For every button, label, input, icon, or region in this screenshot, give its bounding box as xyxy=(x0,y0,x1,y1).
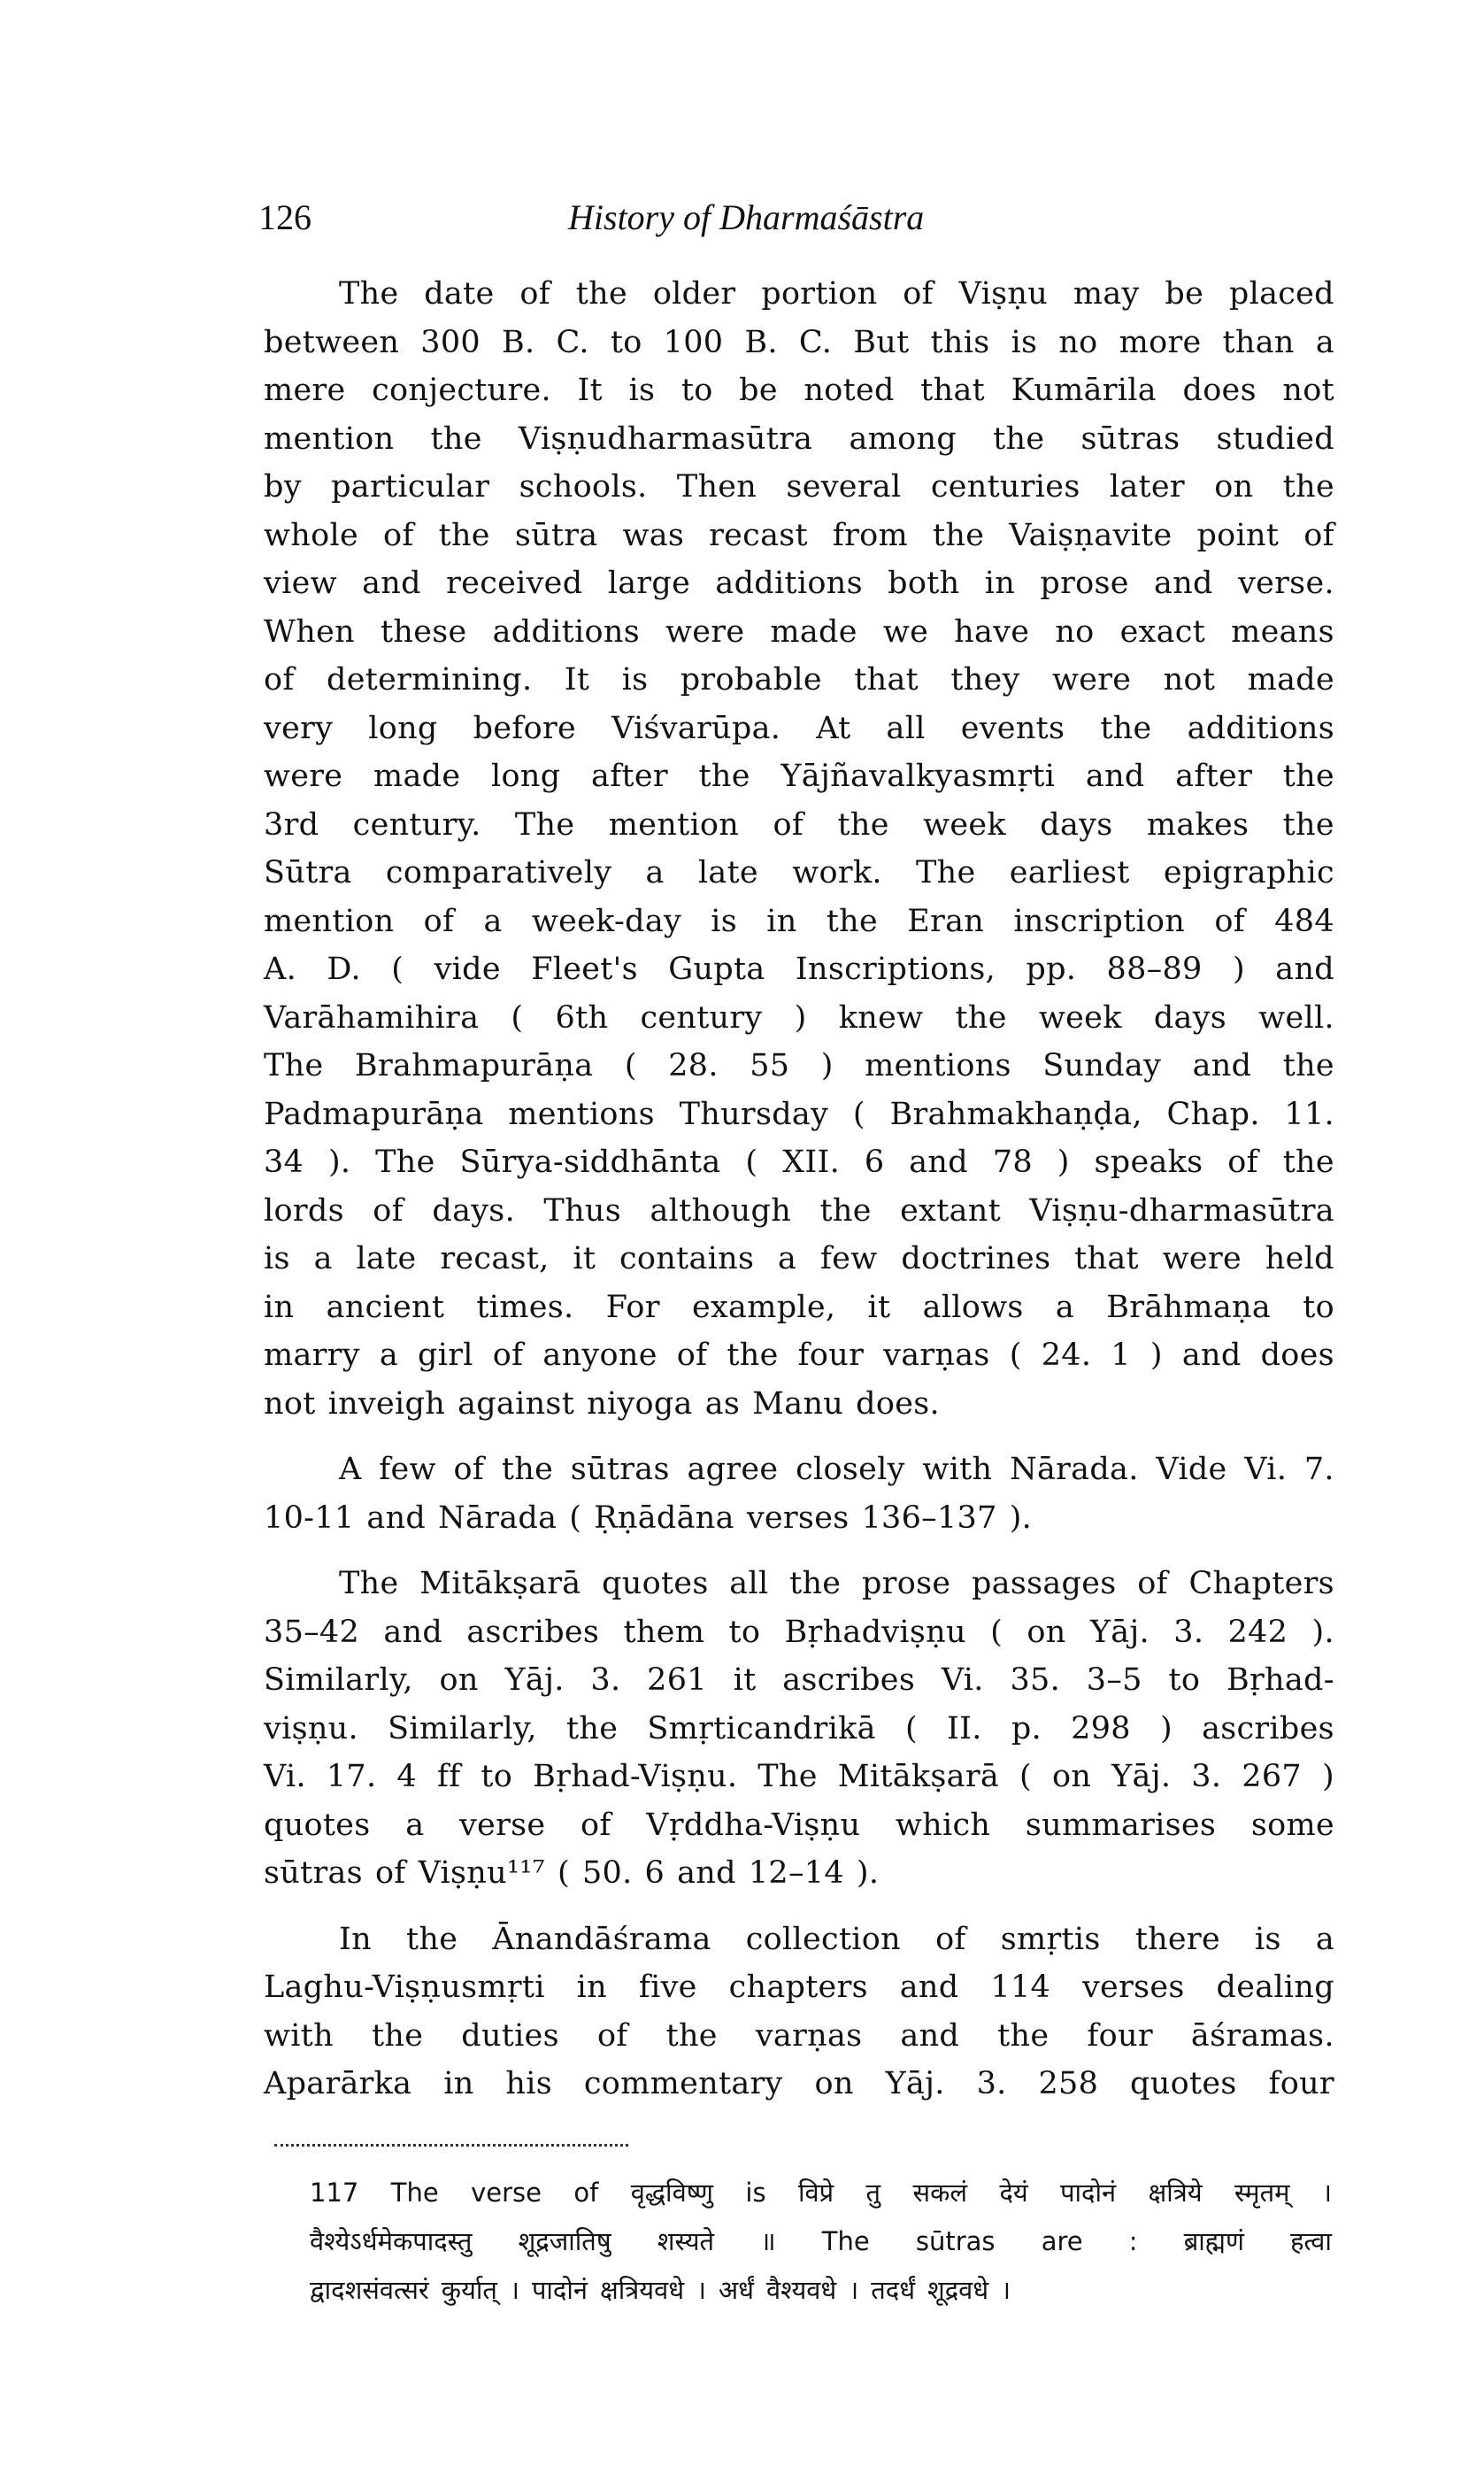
paragraph-1 xyxy=(264,270,1334,1428)
text-line: 3rd century. The mention of the week days makes the xyxy=(264,806,1334,843)
footnote-line: 117 The verse of वृद्धविष्णु is विप्रे तु सकलं देयं पादोनं क्षत्रिये स्मृतम् । xyxy=(310,2178,1332,2208)
text-line: lords of days. Thus although the extant Viṣṇu-dharmasūtra xyxy=(264,1192,1334,1229)
text-line: by particular schools. Then several centuries later on the xyxy=(264,469,1334,505)
footnote-line: वैश्येऽर्धमेकपादस्तु शूद्रजातिषु शस्यते ॥ The sūtras are : ब्राह्मणं हत्वा xyxy=(310,2226,1332,2256)
text-line: whole of the sūtra was recast from the Vaiṣṇavite point of xyxy=(264,517,1334,553)
text-line: mention of a week-day is in the Eran inscription of 484 xyxy=(264,903,1334,939)
text-line: in ancient times. For example, it allows a Brāhmaṇa to xyxy=(264,1289,1334,1325)
paragraph-4 xyxy=(264,1916,1334,2109)
text-line: is a late recast, it contains a few doctrines that were held xyxy=(264,1241,1334,1276)
running-head xyxy=(258,197,1334,250)
body-text xyxy=(264,270,1334,2126)
text-line: Padmapurāṇa mentions Thursday ( Brahmakhaṇḍa, Chap. 11. xyxy=(264,1096,1334,1132)
text-line: between 300 B. C. to 100 B. C. But this is no more than a xyxy=(264,324,1334,360)
text-line: Similarly, on Yāj. 3. 261 it ascribes Vi. 35. 3–5 to Bṛhad- xyxy=(264,1662,1334,1698)
text-line: mere conjecture. It is to be noted that Kumārila does not xyxy=(264,373,1334,408)
text-line: marry a girl of anyone of the four varṇas ( 24. 1 ) and does xyxy=(264,1338,1334,1373)
paragraph-2 xyxy=(264,1446,1334,1542)
footnote xyxy=(310,2169,1332,2315)
text-line: 34 ). The Sūrya-siddhānta ( XII. 6 and 78 ) speaks of the xyxy=(264,1145,1334,1180)
text-line: view and received large additions both in prose and verse. xyxy=(264,566,1334,601)
text-line: 10-11 and Nārada ( Ṛṇādāna verses 136–137 ). xyxy=(264,1499,1033,1536)
text-line: with the duties of the varṇas and the four āśramas. xyxy=(264,2017,1334,2054)
text-line: of determining. It is probable that they were not made xyxy=(264,662,1334,698)
text-line: Sūtra comparatively a late work. The earliest epigraphic xyxy=(264,855,1334,890)
running-title: History of Dharmaśāstra xyxy=(568,197,925,237)
text-line: Vi. 17. 4 ff to Bṛhad-Viṣṇu. The Mitākṣarā ( on Yāj. 3. 267 ) xyxy=(264,1759,1334,1794)
page-number: 126 xyxy=(258,197,311,237)
text-line: The date of the older portion of Viṣṇu may be placed xyxy=(339,276,1334,312)
text-line: A few of the sūtras agree closely with Nārada. Vide Vi. 7. xyxy=(339,1452,1334,1487)
text-line: Aparārka in his commentary on Yāj. 3. 258 quotes four xyxy=(264,2066,1334,2101)
text-line: The Mitākṣarā quotes all the prose passages of Chapters xyxy=(339,1566,1334,1601)
footnote-rule xyxy=(274,2144,628,2147)
text-line: very long before Viśvarūpa. At all events the additions xyxy=(264,710,1334,746)
text-line: Varāhamihira ( 6th century ) knew the week days well. xyxy=(264,999,1334,1036)
text-line: 35–42 and ascribes them to Bṛhadviṣṇu ( on Yāj. 3. 242 ). xyxy=(264,1614,1334,1650)
text-line: not inveigh against niyoga as Manu does. xyxy=(264,1385,940,1422)
text-line: sūtras of Viṣṇu¹¹⁷ ( 50. 6 and 12–14 ). xyxy=(264,1855,880,1891)
text-line: were made long after the Yājñavalkyasmṛti and after the xyxy=(264,759,1334,794)
text-line: In the Ānandāśrama collection of smṛtis there is a xyxy=(339,1921,1334,1957)
text-line: The Brahmapurāṇa ( 28. 55 ) mentions Sunday and the xyxy=(264,1048,1334,1083)
text-line: mention the Viṣṇudharmasūtra among the sūtras studied xyxy=(264,420,1334,457)
footnote-line: द्वादशसंवत्सरं कुर्यात् । पादोनं क्षत्रियवधे । अर्धं वैश्यवधे । तदर्धं शूद्रवधे । xyxy=(310,2275,1011,2305)
text-line: viṣṇu. Similarly, the Smṛticandrikā ( II. p. 298 ) ascribes xyxy=(264,1710,1334,1746)
paragraph-3 xyxy=(264,1560,1334,1898)
text-line: A. D. ( vide Fleet's Gupta Inscriptions, pp. 88–89 ) and xyxy=(264,952,1334,987)
text-line: Laghu-Viṣṇusmṛti in five chapters and 114 verses dealing xyxy=(264,1970,1334,2005)
text-line: When these additions were made we have no exact means xyxy=(264,613,1334,650)
text-line: quotes a verse of Vṛddha-Viṣṇu which summarises some xyxy=(264,1807,1334,1843)
